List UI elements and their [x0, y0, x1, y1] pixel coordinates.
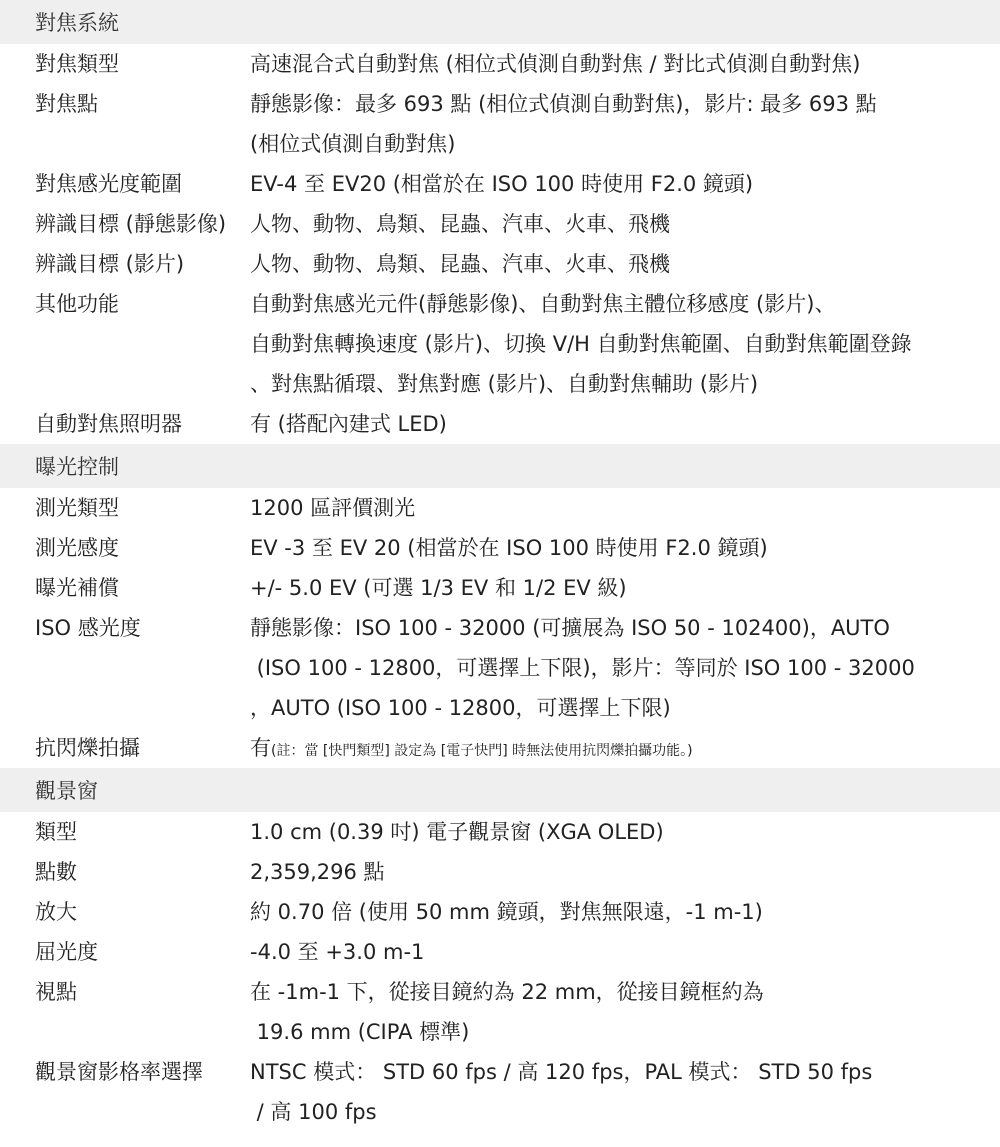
spec-row-vf-eyepoint: [0, 972, 1000, 1052]
section-header-viewfinder: 觀景窗: [0, 768, 1000, 812]
spec-value: [250, 608, 1000, 728]
spec-row-subject-movie: [0, 244, 1000, 284]
spec-label: 對焦點: [35, 92, 98, 116]
spec-label: 類型: [35, 820, 77, 844]
spec-value-line: 1.0 cm (0.39 吋) 電子觀景窗 (XGA OLED): [250, 820, 664, 844]
spec-row-vf-type: [0, 812, 1000, 852]
spec-value-line: EV -3 至 EV 20 (相當於在 ISO 100 時使用 F2.0 鏡頭): [250, 536, 768, 560]
spec-row-vf-magnification: [0, 892, 1000, 932]
spec-row-vf-dots: [0, 852, 1000, 892]
spec-row-exposure-comp: [0, 568, 1000, 608]
spec-value-line: (ISO 100 - 12800，可選擇上下限)，影片：等同於 ISO 100 - 32000: [250, 656, 915, 680]
spec-value-line: 人物、動物、鳥類、昆蟲、汽車、火車、飛機: [250, 252, 670, 276]
spec-value: [250, 812, 1000, 852]
spec-value-line: (相位式偵測自動對焦): [250, 132, 456, 156]
spec-value: [250, 44, 1000, 84]
anti-flicker-note: (註：當 [快門類型] 設定為 [電子快門] 時無法使用抗閃爍拍攝功能。): [271, 743, 693, 759]
spec-value: [250, 204, 1000, 244]
spec-value: [250, 932, 1000, 972]
spec-row-anti-flicker: [0, 728, 1000, 768]
spec-value-line: 在 -1m-1 下，從接目鏡約為 22 mm，從接目鏡框約為: [250, 980, 764, 1004]
spec-value-line: 人物、動物、鳥類、昆蟲、汽車、火車、飛機: [250, 212, 670, 236]
spec-row-vf-diopter: [0, 932, 1000, 972]
spec-label: 測光類型: [35, 496, 119, 520]
spec-label: 放大: [35, 900, 77, 924]
spec-row-focus-type: [0, 44, 1000, 84]
spec-value-line: 自動對焦感光元件(靜態影像)、自動對焦主體位移感度 (影片)、: [250, 292, 836, 316]
spec-value-line: -4.0 至 +3.0 m-1: [250, 940, 425, 964]
spec-row-other-functions: [0, 284, 1000, 404]
section-viewfinder: [0, 768, 1000, 1132]
spec-value-line: 高速混合式自動對焦 (相位式偵測自動對焦 / 對比式偵測自動對焦): [250, 52, 861, 76]
spec-label: 對焦感光度範圍: [35, 172, 182, 196]
spec-label: 視點: [35, 980, 77, 1004]
spec-label: 辨識目標 (靜態影像): [35, 212, 227, 236]
spec-value: [250, 284, 1000, 404]
spec-value: [250, 488, 1000, 528]
spec-label: 曝光補償: [35, 576, 119, 600]
spec-label: 自動對焦照明器: [35, 412, 182, 436]
spec-value-line: 2,359,296 點: [250, 860, 385, 884]
spec-value: [250, 728, 1000, 768]
spec-value: [250, 84, 1000, 164]
spec-label: 屈光度: [35, 940, 98, 964]
spec-row-af-illuminator: [0, 404, 1000, 444]
section-focus: [0, 0, 1000, 444]
spec-row-vf-frame-rate: [0, 1052, 1000, 1132]
spec-value-line: +/- 5.0 EV (可選 1/3 EV 和 1/2 EV 級): [250, 576, 627, 600]
spec-value-line: 19.6 mm (CIPA 標準): [250, 1020, 470, 1044]
section-header-focus: 對焦系統: [0, 0, 1000, 44]
spec-label: 測光感度: [35, 536, 119, 560]
spec-value: [250, 972, 1000, 1052]
spec-label: 抗閃爍拍攝: [35, 736, 140, 760]
spec-value-line: NTSC 模式： STD 60 fps / 高 120 fps，PAL 模式： STD 50 fps: [250, 1060, 873, 1084]
spec-value-line: 、對焦點循環、對焦對應 (影片)、自動對焦輔助 (影片): [250, 372, 759, 396]
spec-label: 對焦類型: [35, 52, 119, 76]
section-exposure: [0, 444, 1000, 768]
spec-value: [250, 852, 1000, 892]
anti-flicker-value: 有: [250, 736, 271, 760]
spec-value-line: 約 0.70 倍 (使用 50 mm 鏡頭，對焦無限遠，-1 m-1): [250, 900, 763, 924]
spec-value: [250, 164, 1000, 204]
section-header-exposure: 曝光控制: [0, 444, 1000, 488]
spec-value-line: ，AUTO (ISO 100 - 12800，可選擇上下限): [250, 696, 671, 720]
spec-value-line: [250, 728, 1000, 768]
spec-value-line: 靜態影像：ISO 100 - 32000 (可擴展為 ISO 50 - 102400)，AUTO: [250, 616, 890, 640]
spec-row-focus-points: [0, 84, 1000, 164]
spec-row-subject-still: [0, 204, 1000, 244]
spec-row-focus-sensitivity: [0, 164, 1000, 204]
spec-row-iso: [0, 608, 1000, 728]
spec-row-metering-sensitivity: [0, 528, 1000, 568]
spec-row-metering-type: [0, 488, 1000, 528]
spec-label: 其他功能: [35, 292, 119, 316]
spec-label: 辨識目標 (影片): [35, 252, 185, 276]
spec-value-line: 有 (搭配內建式 LED): [250, 412, 447, 436]
spec-value-line: 1200 區評價測光: [250, 496, 416, 520]
spec-value: [250, 892, 1000, 932]
spec-value: [250, 528, 1000, 568]
spec-value: [250, 244, 1000, 284]
spec-label: 觀景窗影格率選擇: [35, 1060, 203, 1084]
spec-value-line: EV-4 至 EV20 (相當於在 ISO 100 時使用 F2.0 鏡頭): [250, 172, 754, 196]
spec-value: [250, 1052, 1000, 1132]
spec-value: [250, 568, 1000, 608]
spec-value-line: 自動對焦轉換速度 (影片)、切換 V/H 自動對焦範圍、自動對焦範圍登錄: [250, 332, 912, 356]
spec-value-line: 靜態影像：最多 693 點 (相位式偵測自動對焦)，影片: 最多 693 點: [250, 92, 877, 116]
spec-value: [250, 404, 1000, 444]
spec-label: ISO 感光度: [35, 616, 141, 640]
spec-label: 點數: [35, 860, 77, 884]
spec-value-line: / 高 100 fps: [250, 1100, 377, 1124]
